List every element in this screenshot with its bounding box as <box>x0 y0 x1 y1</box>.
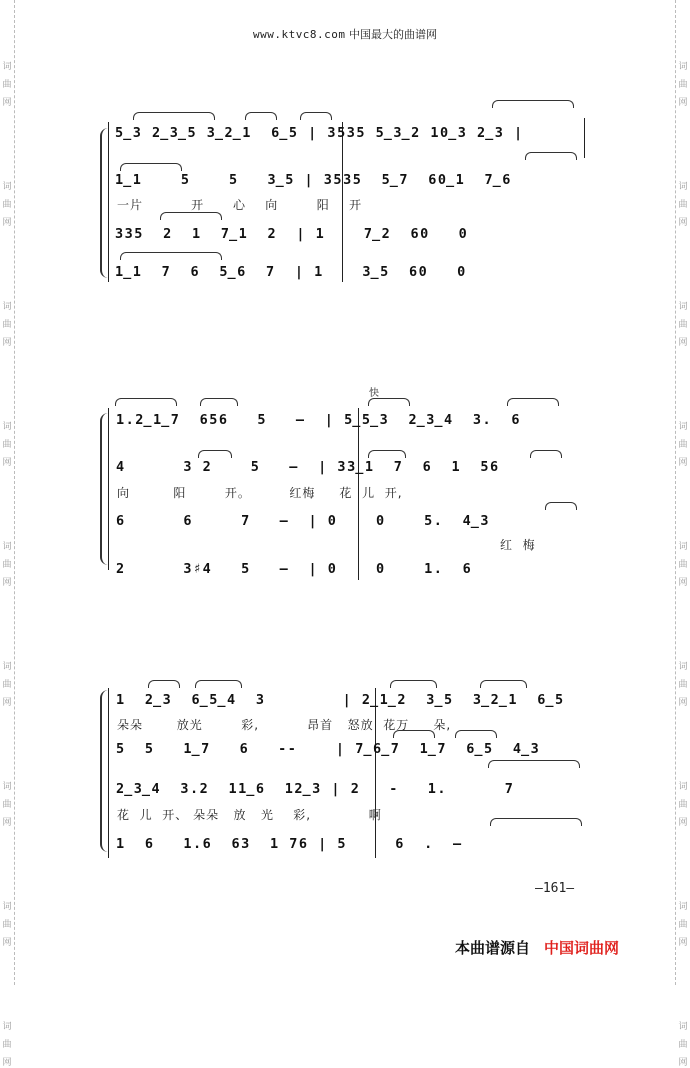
system1-lyrics: 一片 开 心 向 阳 开 <box>117 198 363 212</box>
slur <box>198 450 232 458</box>
right-margin-strip <box>675 0 690 985</box>
header-url: www.ktvc8.com <box>252 28 346 41</box>
watermark-glyph: 网 <box>678 578 688 588</box>
header-site-name: 中国最大的曲谱网 <box>349 28 438 41</box>
watermark-glyph: 网 <box>678 1058 688 1068</box>
system2-lyrics-lower: 红 梅 <box>500 538 536 552</box>
system1-voice3: 335 2 1 7̲1 2 | 1 7̲2 60 0 <box>115 226 469 242</box>
tempo-marking: 快 <box>369 388 379 399</box>
watermark-glyph: 曲 <box>678 680 688 690</box>
page-number: —161— <box>535 881 575 896</box>
system3-mid-barline <box>375 688 376 858</box>
watermark-glyph: 网 <box>2 458 12 468</box>
footer-label: 本曲谱源自 <box>455 939 531 957</box>
watermark-glyph: 词 <box>2 182 12 192</box>
slur <box>245 112 277 120</box>
watermark-glyph: 词 <box>678 542 688 552</box>
watermark-glyph: 词 <box>678 1022 688 1032</box>
watermark-glyph: 词 <box>2 902 12 912</box>
watermark-glyph: 曲 <box>2 800 12 810</box>
watermark-glyph: 曲 <box>2 680 12 690</box>
watermark-glyph: 词 <box>678 782 688 792</box>
watermark-glyph: 曲 <box>2 560 12 570</box>
slur <box>507 398 559 406</box>
system3-voice3: 2̲3̲4 3.2 11̲6 12̲3 | 2 - 1. 7 <box>116 781 515 797</box>
slur <box>492 100 574 108</box>
watermark-glyph: 曲 <box>678 1040 688 1050</box>
watermark-glyph: 网 <box>2 578 12 588</box>
watermark-glyph: 网 <box>2 698 12 708</box>
watermark-glyph: 网 <box>678 98 688 108</box>
slur <box>530 450 562 458</box>
slur <box>115 398 177 406</box>
watermark-glyph: 词 <box>678 62 688 72</box>
slur <box>368 450 406 458</box>
watermark-glyph: 网 <box>2 818 12 828</box>
watermark-glyph: 曲 <box>678 200 688 210</box>
slur <box>160 212 222 220</box>
watermark-glyph: 网 <box>678 458 688 468</box>
watermark-glyph: 词 <box>2 302 12 312</box>
watermark-glyph: 曲 <box>678 440 688 450</box>
slur <box>490 818 582 826</box>
watermark-glyph: 曲 <box>678 800 688 810</box>
slur <box>545 502 577 510</box>
watermark-glyph: 词 <box>2 62 12 72</box>
system3-voice1: 1 2̲3 6̲5̲4 3 | 2̲1̲2 3̲5 3̲2̲1 6̲5 <box>116 692 565 708</box>
watermark-glyph: 词 <box>678 182 688 192</box>
slur <box>120 252 222 260</box>
watermark-glyph: 词 <box>678 422 688 432</box>
watermark-glyph: 网 <box>678 338 688 348</box>
watermark-glyph: 曲 <box>678 320 688 330</box>
watermark-glyph: 曲 <box>2 920 12 930</box>
slur <box>120 163 182 171</box>
system1-voice2: 1̲1 5 5 3̲5 | 3535 5̲7 60̲1 7̲6 <box>115 172 512 188</box>
slur <box>480 680 527 688</box>
slur <box>195 680 242 688</box>
system1-voice1: 5̲3 2̲3̲5 3̲2̲1 6̲5 | 3535 5̲3̲2 10̲3 2̲3 | <box>115 125 524 141</box>
system3-voice2: 5 5 1̲7 6 -- | 7̲6̲7 1̲7 6̲5 4̲3 <box>116 741 541 757</box>
system2-left-barline <box>108 408 109 570</box>
watermark-glyph: 曲 <box>678 560 688 570</box>
watermark-glyph: 曲 <box>678 80 688 90</box>
system2-voice3: 6 6 7 — | 0 0 5. 4̲3 <box>116 513 490 529</box>
watermark-glyph: 网 <box>2 938 12 948</box>
watermark-glyph: 网 <box>678 698 688 708</box>
footer-brand-link[interactable]: 中国词曲网 <box>544 939 620 957</box>
watermark-glyph: 词 <box>2 422 12 432</box>
watermark-glyph: 词 <box>678 302 688 312</box>
system1-left-barline <box>108 122 109 282</box>
slur <box>200 398 238 406</box>
watermark-glyph: 网 <box>2 218 12 228</box>
watermark-glyph: 曲 <box>678 920 688 930</box>
slur <box>525 152 577 160</box>
watermark-glyph: 词 <box>2 782 12 792</box>
watermark-glyph: 词 <box>2 542 12 552</box>
watermark-glyph: 曲 <box>2 200 12 210</box>
watermark-glyph: 曲 <box>2 320 12 330</box>
page-header <box>0 26 690 42</box>
footer-source <box>455 937 619 958</box>
watermark-glyph: 词 <box>2 662 12 672</box>
system2-voice2: 4 3 2 5 — | 33̲1 7 6 1 56 <box>116 459 500 475</box>
watermark-glyph: 词 <box>678 902 688 912</box>
watermark-glyph: 网 <box>678 938 688 948</box>
watermark-glyph: 网 <box>2 338 12 348</box>
slur <box>455 730 497 738</box>
left-margin-strip <box>0 0 15 985</box>
watermark-glyph: 网 <box>2 98 12 108</box>
slur <box>300 112 332 120</box>
watermark-glyph: 词 <box>678 662 688 672</box>
system3-voice4: 1 6 1.6 63 1 76 | 5 6 . — <box>116 836 463 852</box>
slur <box>390 680 437 688</box>
watermark-glyph: 网 <box>2 1058 12 1068</box>
system3-left-barline <box>108 688 109 858</box>
slur <box>368 398 410 406</box>
system1-right-barline <box>584 118 585 158</box>
watermark-glyph: 曲 <box>2 80 12 90</box>
system1-voice4: 1̲1 7 6 5̲6 7 | 1 3̲5 60 0 <box>115 264 467 280</box>
watermark-glyph: 曲 <box>2 440 12 450</box>
system3-lyrics: 朵朵 放光 彩, 昂首 怒放 花万 朵, <box>117 718 452 732</box>
slur <box>133 112 215 120</box>
slur <box>148 680 180 688</box>
watermark-glyph: 词 <box>2 1022 12 1032</box>
watermark-glyph: 网 <box>678 218 688 228</box>
system3-lyrics-lower: 花 儿 开、 朵朵 放 光 彩, 啊 <box>117 808 382 822</box>
watermark-glyph: 网 <box>678 818 688 828</box>
system2-voice4: 2 3♯4 5 — | 0 0 1. 6 <box>116 561 473 577</box>
system2-lyrics: 向 阳 开。 红梅 花 儿 开, <box>117 486 403 500</box>
slur <box>488 760 580 768</box>
system2-voice1: 1.2̲1̲7 656 5 — | 5̲5̲3 2̲3̲4 3. 6 <box>116 412 521 428</box>
watermark-glyph: 曲 <box>2 1040 12 1050</box>
